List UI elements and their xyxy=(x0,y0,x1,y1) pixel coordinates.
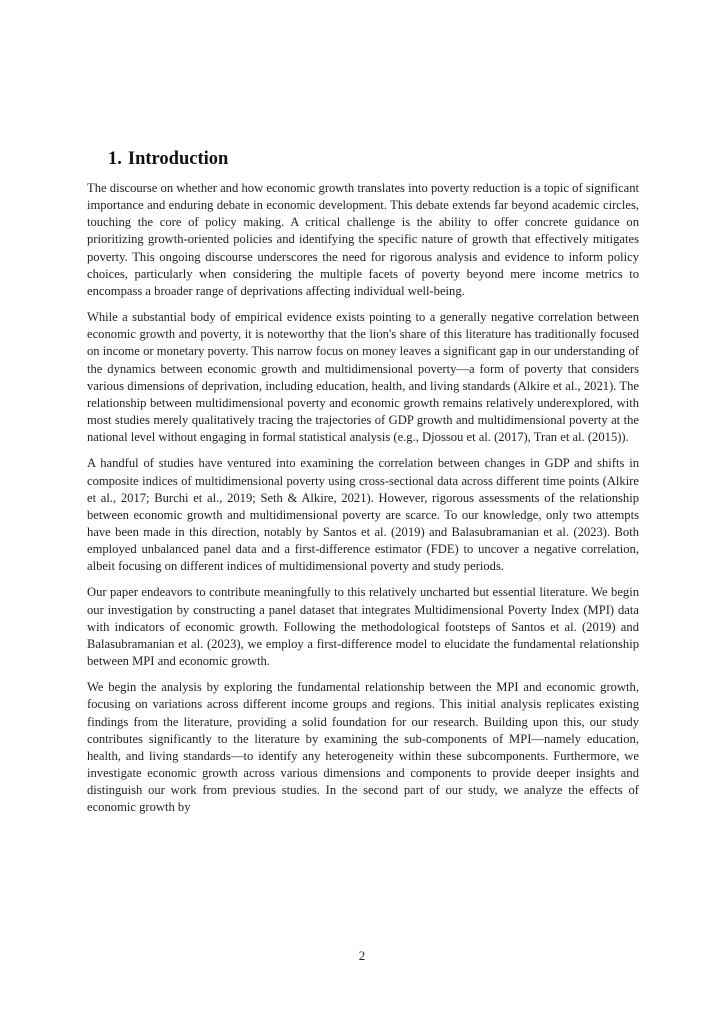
body-text xyxy=(87,180,639,825)
paragraph-4: Our paper endeavors to contribute meaningfully to this relatively uncharted but essential literature. We begin our investigation by constructing a panel dataset that integrates Multidimensional Poverty Index (MPI) data with indicators of economic growth. Following the methodological footsteps of Santos et al. (2019) and Balasubramanian et al. (2023), we employ a first-difference model to elucidate the fundamental relationship between MPI and economic growth. xyxy=(87,585,639,669)
paragraph-5: We begin the analysis by exploring the fundamental relationship between the MPI and economic growth, focusing on variations across different income groups and regions. This initial analysis replicates existing findings from the literature, providing a solid foundation for our research. Building upon this, our study contributes significantly to the literature by examining the sub-components of MPI—namely education, health, and living standards—to identify any heterogeneity within these subcomponents. Furthermore, we investigate economic growth across various dimensions and components to provide deeper insights and distinguish our work from previous studies. In the second part of our study, we analyze the effects of economic growth by xyxy=(87,680,639,815)
section-number: 1. xyxy=(108,149,122,169)
page-number: 2 xyxy=(358,948,366,963)
paragraph-2: While a substantial body of empirical evidence exists pointing to a generally negative correlation between economic growth and poverty, it is noteworthy that the lion's share of this literature has traditionally focused on income or monetary poverty. This narrow focus on money leaves a significant gap in our understanding of the dynamics between economic growth and multidimensional poverty—a form of poverty that considers various dimensions of deprivation, including education, health, and living standards (Alkire et al., 2021). The relationship between multidimensional poverty and economic growth remains relatively underexplored, with most studies merely qualitatively tracing the trajectories of GDP growth and multidimensional poverty at the national level without engaging in formal statistical analysis (e.g., Djossou et al. (2017), Tran et al. (2015)). xyxy=(87,310,639,445)
section-heading xyxy=(108,149,228,170)
paragraph-1: The discourse on whether and how economic growth translates into poverty reduction is a topic of significant importance and enduring debate in economic development. This debate extends far beyond academic circles, touching the core of policy making. A critical challenge is the ability to offer concrete guidance on prioritizing growth-oriented policies and identifying the specific nature of growth that effectively mitigates poverty. This ongoing discourse underscores the need for rigorous analysis and evidence to inform policy choices, particularly when considering the multiple facets of poverty beyond mere income metrics to encompass a broader range of deprivations affecting individual well-being. xyxy=(87,181,639,298)
paragraph-3: A handful of studies have ventured into examining the correlation between changes in GDP and shifts in composite indices of multidimensional poverty using cross-sectional data across different time points (Alkire et al., 2017; Burchi et al., 2019; Seth & Alkire, 2021). However, rigorous assessments of the relationship between economic growth and multidimensional poverty are scarce. To our knowledge, only two attempts have been made in this direction, notably by Santos et al. (2019) and Balasubramanian et al. (2023). Both employed unbalanced panel data and a first-difference estimator (FDE) to uncover a negative correlation, albeit focusing on different indices of multidimensional poverty and study periods. xyxy=(87,456,639,574)
section-title: Introduction xyxy=(127,149,229,169)
